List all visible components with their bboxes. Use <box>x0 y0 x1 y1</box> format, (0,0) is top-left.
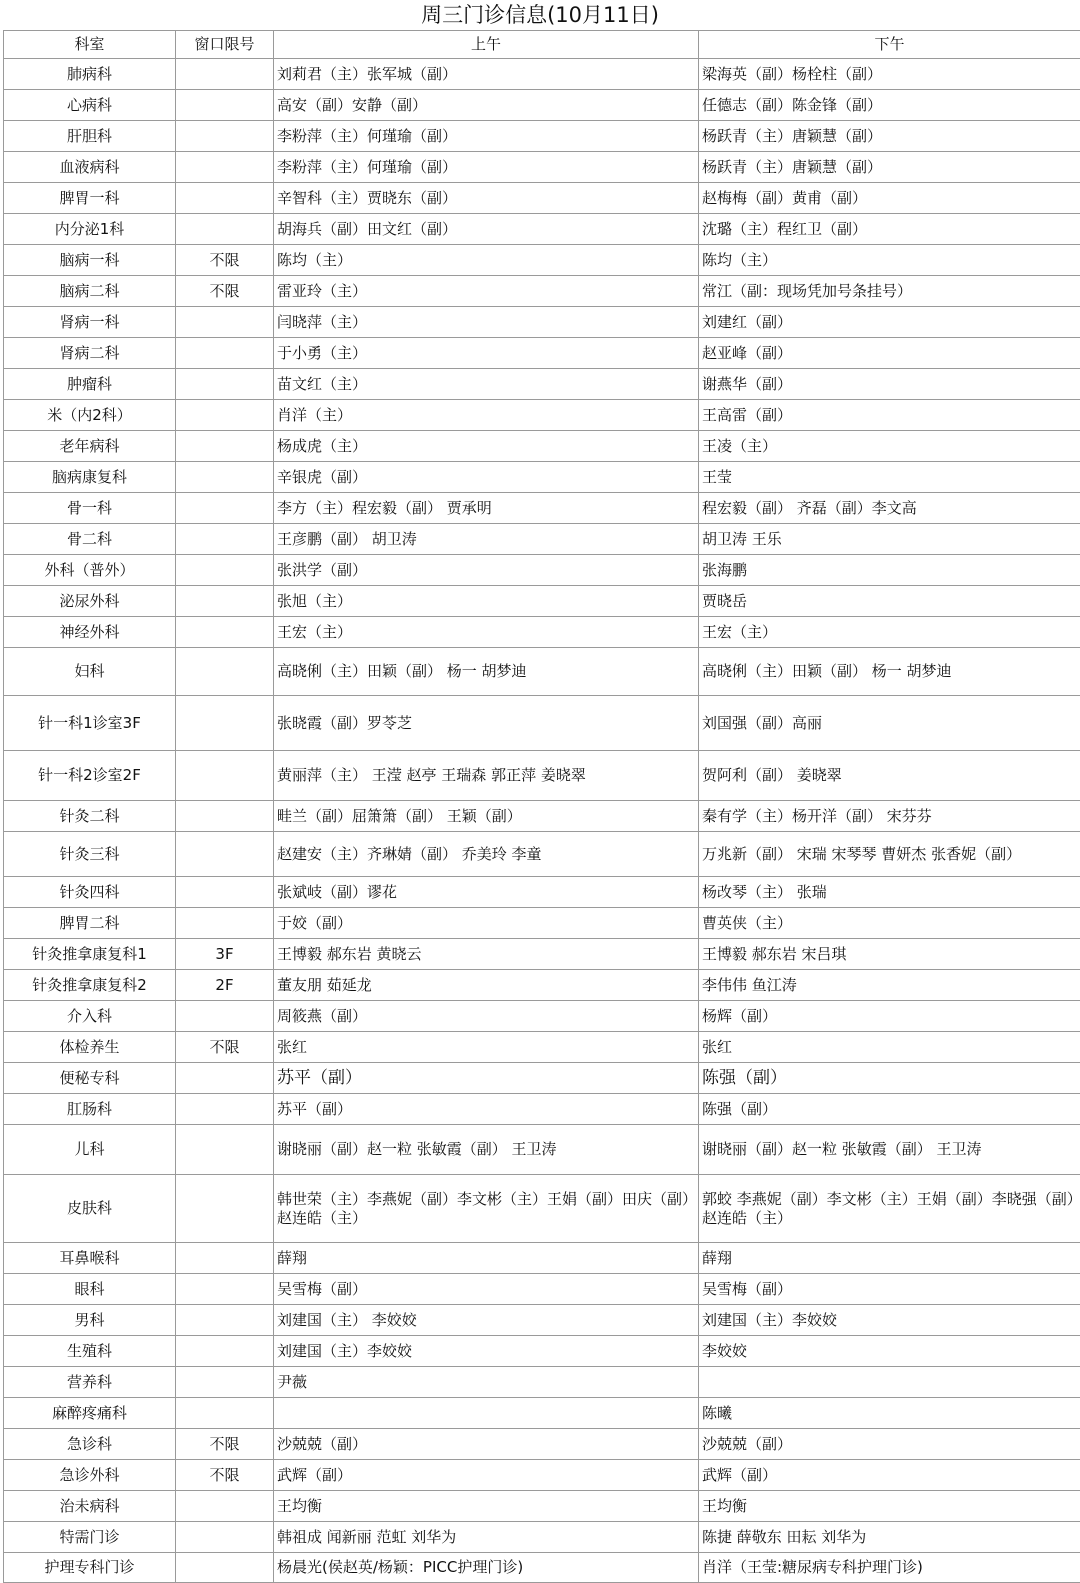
table-row <box>4 1274 1080 1305</box>
department-cell: 特需门诊 <box>4 1522 176 1553</box>
department-cell: 肝胆科 <box>4 121 176 152</box>
table-row <box>4 1491 1080 1522</box>
morning-doctors-cell: 李粉萍（主）何瑾瑜（副） <box>274 152 699 183</box>
table-row <box>4 1125 1080 1175</box>
department-cell: 急诊科 <box>4 1429 176 1460</box>
morning-doctors-cell: 尹薇 <box>274 1367 699 1398</box>
department-cell: 针灸三科 <box>4 832 176 877</box>
afternoon-doctors-cell: 陈强（副） <box>699 1063 1080 1094</box>
afternoon-doctors-cell: 刘建红（副） <box>699 307 1080 338</box>
window-limit-cell <box>176 462 274 493</box>
department-cell: 治未病科 <box>4 1491 176 1522</box>
window-limit-cell <box>176 183 274 214</box>
afternoon-doctors-cell: 谢燕华（副） <box>699 369 1080 400</box>
afternoon-doctors-cell: 陈曦 <box>699 1398 1080 1429</box>
table-row <box>4 648 1080 696</box>
department-cell: 针灸推拿康复科1 <box>4 939 176 970</box>
department-cell: 外科（普外） <box>4 555 176 586</box>
morning-doctors-cell: 薛翔 <box>274 1243 699 1274</box>
department-cell: 肾病一科 <box>4 307 176 338</box>
table-row <box>4 617 1080 648</box>
header-window-limit: 窗口限号 <box>176 31 274 59</box>
department-cell: 血液病科 <box>4 152 176 183</box>
window-limit-cell <box>176 214 274 245</box>
department-cell: 儿科 <box>4 1125 176 1175</box>
morning-doctors-cell: 陈均（主） <box>274 245 699 276</box>
window-limit-cell <box>176 1243 274 1274</box>
window-limit-cell <box>176 59 274 90</box>
afternoon-doctors-cell: 赵亚峰（副） <box>699 338 1080 369</box>
table-row <box>4 1553 1080 1583</box>
table-row <box>4 751 1080 801</box>
window-limit-cell <box>176 696 274 751</box>
department-cell: 脑病康复科 <box>4 462 176 493</box>
morning-doctors-cell: 张晓霞（副）罗苓芝 <box>274 696 699 751</box>
department-cell: 脾胃二科 <box>4 908 176 939</box>
morning-doctors-cell: 闫晓萍（主） <box>274 307 699 338</box>
department-cell: 针一科1诊室3F <box>4 696 176 751</box>
table-row <box>4 1305 1080 1336</box>
afternoon-doctors-cell: 秦有学（主）杨开洋（副） 宋芬芬 <box>699 801 1080 832</box>
window-limit-cell: 不限 <box>176 276 274 307</box>
window-limit-cell <box>176 1491 274 1522</box>
department-cell: 介入科 <box>4 1001 176 1032</box>
table-row <box>4 939 1080 970</box>
afternoon-doctors-cell: 赵梅梅（副）黄甫（副） <box>699 183 1080 214</box>
morning-doctors-cell: 张洪学（副） <box>274 555 699 586</box>
table-row <box>4 877 1080 908</box>
window-limit-cell <box>176 1001 274 1032</box>
department-cell: 针一科2诊室2F <box>4 751 176 801</box>
department-cell: 耳鼻喉科 <box>4 1243 176 1274</box>
morning-doctors-cell: 辛银虎（副） <box>274 462 699 493</box>
morning-doctors-cell: 张旭（主） <box>274 586 699 617</box>
window-limit-cell: 3F <box>176 939 274 970</box>
table-row <box>4 214 1080 245</box>
table-row <box>4 1336 1080 1367</box>
afternoon-doctors-cell: 高晓俐（主）田颖（副） 杨一 胡梦迪 <box>699 648 1080 696</box>
afternoon-doctors-cell: 沙兢兢（副） <box>699 1429 1080 1460</box>
window-limit-cell <box>176 121 274 152</box>
table-row <box>4 1429 1080 1460</box>
morning-doctors-cell: 雷亚玲（主） <box>274 276 699 307</box>
morning-doctors-cell: 苏平（副） <box>274 1094 699 1125</box>
table-row <box>4 1175 1080 1243</box>
department-cell: 脑病二科 <box>4 276 176 307</box>
window-limit-cell <box>176 524 274 555</box>
department-cell: 肺病科 <box>4 59 176 90</box>
morning-doctors-cell: 李粉萍（主）何瑾瑜（副） <box>274 121 699 152</box>
clinic-schedule-table <box>3 30 1080 1583</box>
window-limit-cell <box>176 1063 274 1094</box>
morning-doctors-cell: 杨晨光(侯赵英/杨颖：PICC护理门诊) <box>274 1553 699 1583</box>
morning-doctors-cell: 武辉（副） <box>274 1460 699 1491</box>
afternoon-doctors-cell: 王凌（主） <box>699 431 1080 462</box>
department-cell: 肛肠科 <box>4 1094 176 1125</box>
window-limit-cell <box>176 1094 274 1125</box>
window-limit-cell <box>176 908 274 939</box>
morning-doctors-cell: 王博毅 郝东岩 黄晓云 <box>274 939 699 970</box>
window-limit-cell <box>176 338 274 369</box>
table-row <box>4 586 1080 617</box>
morning-doctors-cell: 黄丽萍（主） 王滢 赵亭 王瑞森 郭正萍 姜晓翠 <box>274 751 699 801</box>
morning-doctors-cell: 赵建安（主）齐琳婧（副） 乔美玲 李童 <box>274 832 699 877</box>
table-row <box>4 59 1080 90</box>
page-title: 周三门诊信息(10月11日) <box>0 0 1080 30</box>
window-limit-cell <box>176 90 274 121</box>
afternoon-doctors-cell: 王均衡 <box>699 1491 1080 1522</box>
table-row <box>4 152 1080 183</box>
morning-doctors-cell: 刘莉君（主）张军城（副） <box>274 59 699 90</box>
table-row <box>4 183 1080 214</box>
morning-doctors-cell: 刘建国（主） 李姣姣 <box>274 1305 699 1336</box>
afternoon-doctors-cell: 任德志（副）陈金锋（副） <box>699 90 1080 121</box>
table-row <box>4 1460 1080 1491</box>
morning-doctors-cell <box>274 1398 699 1429</box>
afternoon-doctors-cell: 陈强（副） <box>699 1094 1080 1125</box>
window-limit-cell <box>176 1522 274 1553</box>
afternoon-doctors-cell: 万兆新（副） 宋瑞 宋琴琴 曹妍杰 张香妮（副） <box>699 832 1080 877</box>
afternoon-doctors-cell: 沈璐（主）程红卫（副） <box>699 214 1080 245</box>
header-afternoon: 下午 <box>699 31 1080 59</box>
afternoon-doctors-cell: 张红 <box>699 1032 1080 1063</box>
department-cell: 针灸二科 <box>4 801 176 832</box>
table-row <box>4 307 1080 338</box>
department-cell: 护理专科门诊 <box>4 1553 176 1583</box>
morning-doctors-cell: 于小勇（主） <box>274 338 699 369</box>
department-cell: 营养科 <box>4 1367 176 1398</box>
department-cell: 老年病科 <box>4 431 176 462</box>
table-row <box>4 832 1080 877</box>
window-limit-cell <box>176 1398 274 1429</box>
department-cell: 针灸四科 <box>4 877 176 908</box>
morning-doctors-cell: 吴雪梅（副） <box>274 1274 699 1305</box>
morning-doctors-cell: 沙兢兢（副） <box>274 1429 699 1460</box>
window-limit-cell <box>176 1367 274 1398</box>
table-row <box>4 524 1080 555</box>
table-row <box>4 696 1080 751</box>
window-limit-cell <box>176 751 274 801</box>
department-cell: 米（内2科） <box>4 400 176 431</box>
window-limit-cell <box>176 801 274 832</box>
morning-doctors-cell: 高晓俐（主）田颖（副） 杨一 胡梦迪 <box>274 648 699 696</box>
table-row <box>4 1522 1080 1553</box>
department-cell: 针灸推拿康复科2 <box>4 970 176 1001</box>
window-limit-cell <box>176 307 274 338</box>
department-cell: 泌尿外科 <box>4 586 176 617</box>
afternoon-doctors-cell <box>699 1367 1080 1398</box>
table-row <box>4 1063 1080 1094</box>
table-row <box>4 245 1080 276</box>
morning-doctors-cell: 苗文红（主） <box>274 369 699 400</box>
morning-doctors-cell: 肖洋（主） <box>274 400 699 431</box>
department-cell: 肿瘤科 <box>4 369 176 400</box>
window-limit-cell: 不限 <box>176 245 274 276</box>
table-row <box>4 801 1080 832</box>
department-cell: 神经外科 <box>4 617 176 648</box>
table-row <box>4 276 1080 307</box>
table-row <box>4 970 1080 1001</box>
table-row <box>4 1032 1080 1063</box>
table-row <box>4 1243 1080 1274</box>
table-row <box>4 1398 1080 1429</box>
afternoon-doctors-cell: 刘国强（副）高丽 <box>699 696 1080 751</box>
afternoon-doctors-cell: 王博毅 郝东岩 宋吕琪 <box>699 939 1080 970</box>
window-limit-cell <box>176 493 274 524</box>
table-row <box>4 400 1080 431</box>
table-row <box>4 493 1080 524</box>
morning-doctors-cell: 王均衡 <box>274 1491 699 1522</box>
afternoon-doctors-cell: 曹英侠（主） <box>699 908 1080 939</box>
department-cell: 骨二科 <box>4 524 176 555</box>
window-limit-cell <box>176 1305 274 1336</box>
table-row <box>4 1094 1080 1125</box>
afternoon-doctors-cell: 王莹 <box>699 462 1080 493</box>
window-limit-cell <box>176 832 274 877</box>
morning-doctors-cell: 辛智科（主）贾晓东（副） <box>274 183 699 214</box>
window-limit-cell <box>176 1175 274 1243</box>
morning-doctors-cell: 畦兰（副）屈箫箫（副） 王颖（副） <box>274 801 699 832</box>
table-row <box>4 121 1080 152</box>
department-cell: 妇科 <box>4 648 176 696</box>
department-cell: 体检养生 <box>4 1032 176 1063</box>
morning-doctors-cell: 张斌岐（副）谬花 <box>274 877 699 908</box>
department-cell: 内分泌1科 <box>4 214 176 245</box>
table-row <box>4 431 1080 462</box>
afternoon-doctors-cell: 吴雪梅（副） <box>699 1274 1080 1305</box>
afternoon-doctors-cell: 薛翔 <box>699 1243 1080 1274</box>
afternoon-doctors-cell: 王宏（主） <box>699 617 1080 648</box>
morning-doctors-cell: 胡海兵（副）田文红（副） <box>274 214 699 245</box>
window-limit-cell <box>176 555 274 586</box>
window-limit-cell <box>176 1274 274 1305</box>
afternoon-doctors-cell: 贾晓岳 <box>699 586 1080 617</box>
window-limit-cell <box>176 431 274 462</box>
morning-doctors-cell: 李方（主）程宏毅（副） 贾承明 <box>274 493 699 524</box>
department-cell: 皮肤科 <box>4 1175 176 1243</box>
window-limit-cell <box>176 877 274 908</box>
afternoon-doctors-cell: 张海鹏 <box>699 555 1080 586</box>
window-limit-cell: 不限 <box>176 1429 274 1460</box>
window-limit-cell: 不限 <box>176 1032 274 1063</box>
morning-doctors-cell: 谢晓丽（副）赵一粒 张敏霞（副） 王卫涛 <box>274 1125 699 1175</box>
afternoon-doctors-cell: 常江（副：现场凭加号条挂号） <box>699 276 1080 307</box>
afternoon-doctors-cell: 杨改琴（主） 张瑞 <box>699 877 1080 908</box>
morning-doctors-cell: 于姣（副） <box>274 908 699 939</box>
department-cell: 急诊外科 <box>4 1460 176 1491</box>
morning-doctors-cell: 韩祖成 闻新丽 范虹 刘华为 <box>274 1522 699 1553</box>
window-limit-cell: 2F <box>176 970 274 1001</box>
table-row <box>4 1367 1080 1398</box>
afternoon-doctors-cell: 武辉（副） <box>699 1460 1080 1491</box>
afternoon-doctors-cell: 李伟伟 鱼江涛 <box>699 970 1080 1001</box>
table-row <box>4 908 1080 939</box>
morning-doctors-cell: 韩世荣（主）李燕妮（副）李文彬（主）王娟（副）田庆（副）赵连皓（主） <box>274 1175 699 1243</box>
afternoon-doctors-cell: 杨跃青（主）唐颖慧（副） <box>699 121 1080 152</box>
window-limit-cell: 不限 <box>176 1460 274 1491</box>
department-cell: 男科 <box>4 1305 176 1336</box>
afternoon-doctors-cell: 杨跃青（主）唐颖慧（副） <box>699 152 1080 183</box>
window-limit-cell <box>176 400 274 431</box>
morning-doctors-cell: 王彦鹏（副） 胡卫涛 <box>274 524 699 555</box>
morning-doctors-cell: 杨成虎（主） <box>274 431 699 462</box>
afternoon-doctors-cell: 李姣姣 <box>699 1336 1080 1367</box>
morning-doctors-cell: 周筱燕（副） <box>274 1001 699 1032</box>
window-limit-cell <box>176 617 274 648</box>
afternoon-doctors-cell: 陈捷 薛敬东 田耘 刘华为 <box>699 1522 1080 1553</box>
afternoon-doctors-cell: 贺阿利（副） 姜晓翠 <box>699 751 1080 801</box>
window-limit-cell <box>176 369 274 400</box>
department-cell: 生殖科 <box>4 1336 176 1367</box>
table-row <box>4 369 1080 400</box>
table-row <box>4 555 1080 586</box>
window-limit-cell <box>176 1553 274 1583</box>
afternoon-doctors-cell: 肖洋（王莹:糖尿病专科护理门诊) <box>699 1553 1080 1583</box>
afternoon-doctors-cell: 杨辉（副） <box>699 1001 1080 1032</box>
morning-doctors-cell: 刘建国（主）李姣姣 <box>274 1336 699 1367</box>
table-row <box>4 462 1080 493</box>
header-department: 科室 <box>4 31 176 59</box>
header-morning: 上午 <box>274 31 699 59</box>
afternoon-doctors-cell: 郭蛟 李燕妮（副）李文彬（主）王娟（副）李晓强（副）赵连皓（主） <box>699 1175 1080 1243</box>
department-cell: 麻醉疼痛科 <box>4 1398 176 1429</box>
department-cell: 心病科 <box>4 90 176 121</box>
morning-doctors-cell: 高安（副）安静（副） <box>274 90 699 121</box>
afternoon-doctors-cell: 梁海英（副）杨栓柱（副） <box>699 59 1080 90</box>
window-limit-cell <box>176 1125 274 1175</box>
table-row <box>4 1001 1080 1032</box>
department-cell: 脑病一科 <box>4 245 176 276</box>
afternoon-doctors-cell: 程宏毅（副） 齐磊（副）李文高 <box>699 493 1080 524</box>
header-row <box>4 31 1080 59</box>
afternoon-doctors-cell: 胡卫涛 王乐 <box>699 524 1080 555</box>
department-cell: 便秘专科 <box>4 1063 176 1094</box>
afternoon-doctors-cell: 刘建国（主）李姣姣 <box>699 1305 1080 1336</box>
table-row <box>4 90 1080 121</box>
afternoon-doctors-cell: 王高雷（副） <box>699 400 1080 431</box>
department-cell: 肾病二科 <box>4 338 176 369</box>
table-row <box>4 338 1080 369</box>
department-cell: 脾胃一科 <box>4 183 176 214</box>
window-limit-cell <box>176 648 274 696</box>
morning-doctors-cell: 董友朋 茹延龙 <box>274 970 699 1001</box>
morning-doctors-cell: 苏平（副） <box>274 1063 699 1094</box>
afternoon-doctors-cell: 谢晓丽（副）赵一粒 张敏霞（副） 王卫涛 <box>699 1125 1080 1175</box>
morning-doctors-cell: 王宏（主） <box>274 617 699 648</box>
morning-doctors-cell: 张红 <box>274 1032 699 1063</box>
window-limit-cell <box>176 586 274 617</box>
window-limit-cell <box>176 1336 274 1367</box>
department-cell: 骨一科 <box>4 493 176 524</box>
afternoon-doctors-cell: 陈均（主） <box>699 245 1080 276</box>
department-cell: 眼科 <box>4 1274 176 1305</box>
window-limit-cell <box>176 152 274 183</box>
